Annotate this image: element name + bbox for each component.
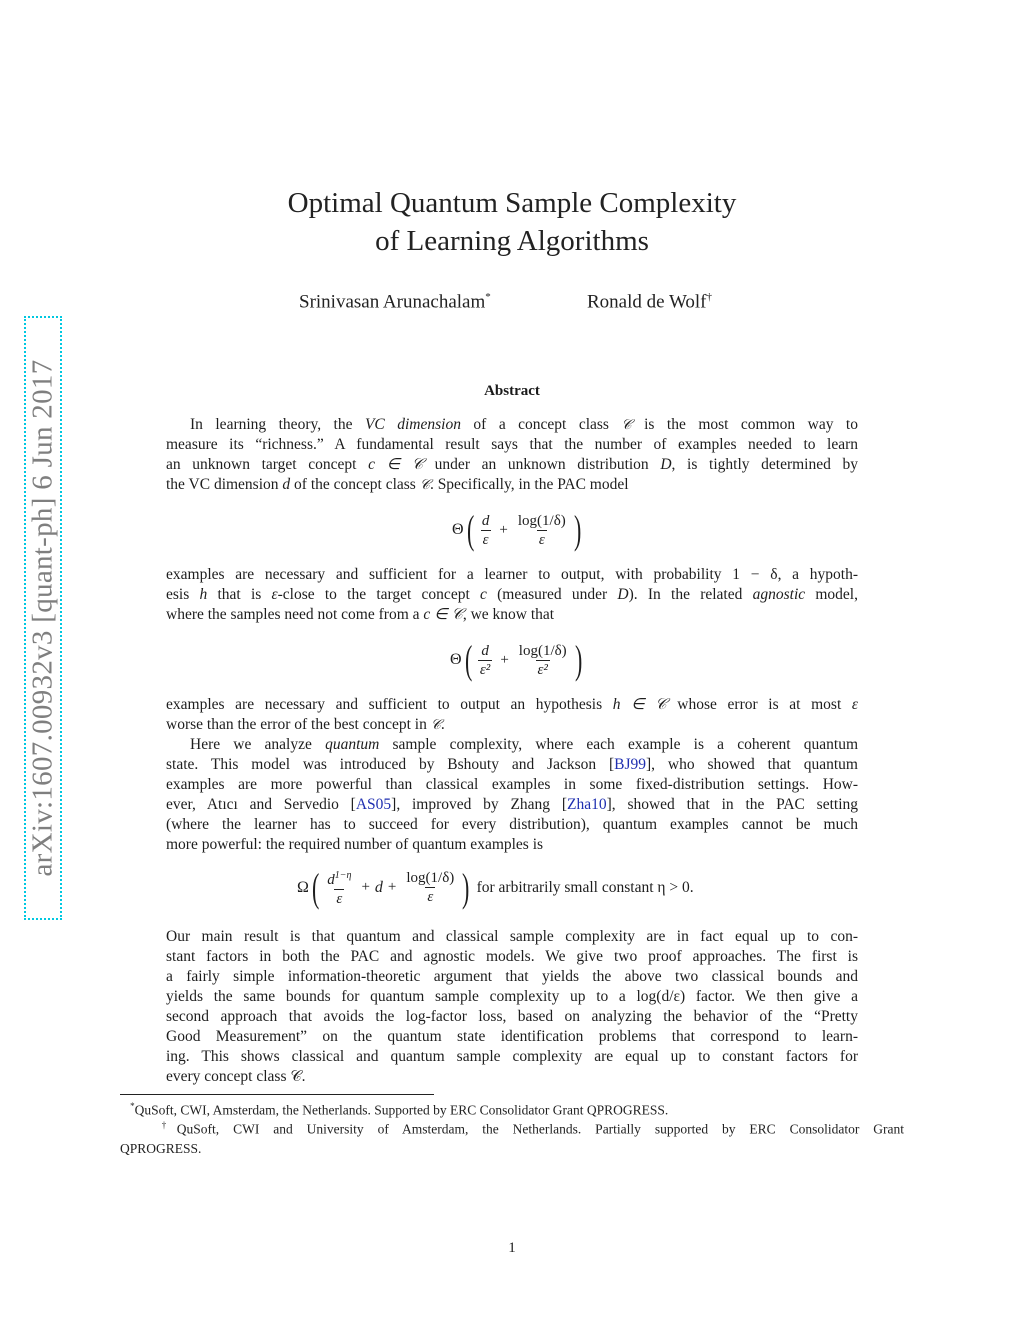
fraction: $\frac{d}{\varepsilon}$ (481, 512, 490, 548)
text-line: state. This model was introduced by Bshouty and Jackson [BJ99], who showed that quantum (166, 756, 858, 773)
abstract-paragraph-3 (166, 695, 858, 735)
formula-quantum-bound: Ω ( $\frac{d^{1-\eta}}{\varepsilon}$ + d + $\frac{\log(1/\delta)}{\varepsilon}$ ) for arbitrarily small constant η > 0. (297, 864, 694, 910)
text-line: stant factors in both the PAC and agnostic models. We give two proof approaches. The first is (166, 948, 858, 965)
abstract-paragraph-5 (166, 927, 858, 1087)
author-2 (587, 291, 712, 313)
text-line: (where the learner has to succeed for every distribution), quantum examples cannot be much (166, 816, 858, 833)
text-line: the VC dimension d of the concept class 𝒞. Specifically, in the PAC model (166, 476, 629, 493)
text-line: worse than the error of the best concept in 𝒞. (166, 716, 445, 733)
abstract-heading: Abstract (484, 383, 540, 399)
text-line: Here we analyze quantum sample complexity, where each example is a coherent quantum (190, 736, 858, 753)
text-line: more powerful: the required number of quantum examples is (166, 836, 544, 853)
abstract-paragraph-2 (166, 565, 858, 625)
footnote-2-mark: † (161, 1120, 177, 1130)
author-2-mark[interactable]: † (706, 291, 712, 303)
fraction: $\frac{\log(1/\delta)}{\varepsilon}$ (517, 512, 566, 548)
text-line: Our main result is that quantum and classical sample complexity are in fact equal up to con- (166, 928, 858, 945)
author-1-mark[interactable]: * (485, 291, 491, 303)
text-line: every concept class 𝒞. (166, 1068, 306, 1085)
abstract-paragraph-4 (166, 735, 858, 855)
text-line: yields the same bounds for quantum sample complexity up to a log(d/ε) factor. We then give a (166, 988, 858, 1005)
arxiv-stamp[interactable]: arXiv:1607.00932v3 [quant-ph] 6 Jun 2017 (26, 359, 59, 877)
footnote-1-mark: * (130, 1101, 135, 1111)
citation-zha10[interactable]: Zha10 (567, 796, 607, 813)
text-line: examples are more powerful than classical examples in some fixed-distribution settings. How- (166, 776, 858, 793)
paper-title (0, 184, 1024, 260)
abstract-paragraph-1 (166, 415, 858, 495)
title-line-1: Optimal Quantum Sample Complexity (287, 187, 737, 219)
title-line-2: of Learning Algorithms (375, 225, 649, 257)
text-line: examples are necessary and sufficient to output an hypothesis h ∈ 𝒞 whose error is at most ε (166, 696, 859, 713)
footnote-2: †QuSoft, CWI and University of Amsterdam, the Netherlands. Partially supported by ERC Consolidator Grant QPROGRESS. (120, 1120, 904, 1156)
text-line: where the samples need not come from a c ∈ 𝒞, we know that (166, 606, 555, 623)
fraction: $\frac{\log(1/\delta)}{\text{ε²}}$ (518, 642, 567, 678)
citation-as05[interactable]: AS05 (355, 796, 392, 813)
author-2-name: Ronald de Wolf (587, 291, 707, 313)
footnote-divider (120, 1094, 434, 1095)
citation-bj99[interactable]: BJ99 (614, 756, 647, 773)
formula-agnostic-bound: Θ ( $\frac{d}{\text{ε²}}$ + $\frac{\log(1/\delta)}{\text{ε²}}$ ) (450, 637, 583, 682)
text-line: measure its “richness.” A fundamental result says that the number of examples needed to learn (166, 436, 858, 453)
text-line: In learning theory, the VC dimension of a concept class 𝒞 is the most common way to (190, 416, 858, 433)
author-1-name: Srinivasan Arunachalam (299, 291, 486, 313)
text-line: an unknown target concept c ∈ 𝒞 under an unknown distribution D, is tightly determined by (166, 456, 858, 473)
fraction: $\frac{d}{\text{ε²}}$ (479, 642, 491, 678)
text-line: a fairly simple information-theoretic argument that yields the above two classical bounds and (166, 968, 858, 985)
text-line: esis h that is ε-close to the target concept c (measured under D). In the related agnostic model, (166, 586, 858, 603)
footnote-1: *QuSoft, CWI, Amsterdam, the Netherlands. Supported by ERC Consolidator Grant QPROGRESS. (130, 1101, 669, 1118)
formula-pac-bound: Θ ( $\frac{d}{\varepsilon}$ + $\frac{\log(1/\delta)}{\varepsilon}$ ) (452, 507, 582, 552)
text-line: examples are necessary and sufficient for a learner to output, with probability 1 − δ, a hypoth- (166, 566, 859, 583)
page-number: 1 (508, 1240, 516, 1256)
text-line: second approach that avoids the log-factor loss, based on analyzing the behavior of the “Pretty (166, 1008, 858, 1025)
text-line: ever, Atıcı and Servedio [AS05], improved by Zhang [Zha10], showed that in the PAC setting (166, 796, 859, 813)
text-line: ing. This shows classical and quantum sample complexity are equal up to constant factors for (166, 1048, 858, 1065)
author-1 (299, 291, 491, 313)
text-line: Good Measurement” on the quantum state identification problems that correspond to learn- (166, 1028, 858, 1045)
fraction: $\frac{\log(1/\delta)}{\varepsilon}$ (406, 870, 455, 905)
fraction: $\frac{d^{1-\eta}}{\varepsilon}$ (327, 870, 352, 907)
